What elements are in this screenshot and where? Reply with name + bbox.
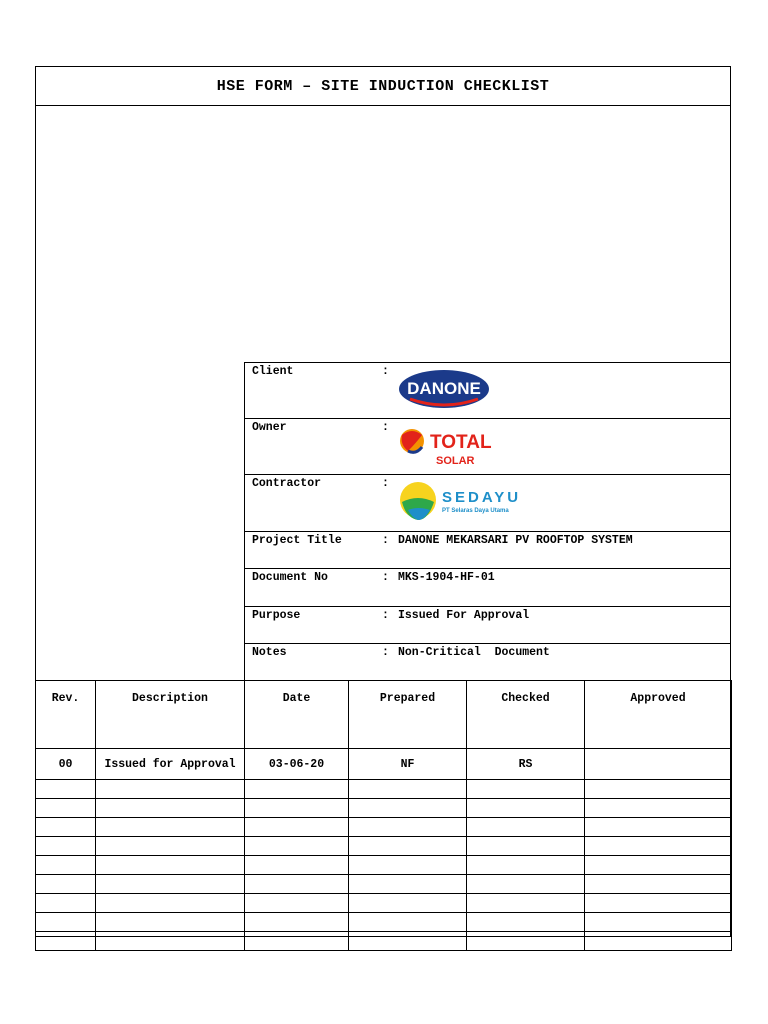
cell-description [96, 856, 245, 875]
table-row [36, 818, 732, 837]
cell-approved [585, 932, 732, 951]
table-row [36, 875, 732, 894]
cell-description [96, 837, 245, 856]
table-row [36, 932, 732, 951]
cell-description [96, 818, 245, 837]
document-no-value: MKS-1904-HF-01 [398, 571, 495, 584]
cell-approved [585, 780, 732, 799]
cell-prepared [349, 913, 467, 932]
cell-rev [36, 780, 96, 799]
cell-prepared: NF [349, 749, 467, 780]
cell-prepared [349, 780, 467, 799]
project-title-label: Project Title [245, 532, 383, 569]
colon: : [382, 421, 389, 434]
table-row [36, 913, 732, 932]
cell-rev [36, 932, 96, 951]
colon: : [382, 365, 389, 378]
cell-rev [36, 799, 96, 818]
contractor-label: Contractor [245, 475, 383, 532]
cell-checked [467, 799, 585, 818]
cell-prepared [349, 856, 467, 875]
table-row [36, 799, 732, 818]
project-info-table [244, 362, 731, 681]
cell-approved [585, 856, 732, 875]
header-prepared: Prepared [349, 681, 467, 749]
cell-description [96, 894, 245, 913]
cell-approved [585, 799, 732, 818]
revision-table [35, 680, 732, 951]
document-no-label: Document No [245, 569, 383, 607]
cell-rev: 00 [36, 749, 96, 780]
cell-prepared [349, 799, 467, 818]
table-row [36, 856, 732, 875]
cell-description [96, 913, 245, 932]
header-checked: Checked [467, 681, 585, 749]
sedayu-logo-icon [398, 480, 528, 524]
cell-checked [467, 818, 585, 837]
cell-checked [467, 932, 585, 951]
total-logo-text: TOTAL [430, 432, 492, 453]
cell-checked [467, 913, 585, 932]
notes-value: Non-Critical Document [398, 646, 550, 659]
cell-date [245, 856, 349, 875]
cell-date [245, 932, 349, 951]
cell-prepared [349, 837, 467, 856]
cell-rev [36, 837, 96, 856]
cell-checked: RS [467, 749, 585, 780]
header-date: Date [245, 681, 349, 749]
danone-logo-text: DANONE [407, 379, 481, 398]
purpose-label: Purpose [245, 607, 383, 644]
cell-rev [36, 894, 96, 913]
cell-rev [36, 875, 96, 894]
cell-date [245, 818, 349, 837]
cell-prepared [349, 932, 467, 951]
cell-approved [585, 875, 732, 894]
cell-approved [585, 818, 732, 837]
cell-date [245, 894, 349, 913]
cell-checked [467, 837, 585, 856]
cell-checked [467, 875, 585, 894]
total-solar-logo-icon [398, 425, 518, 469]
cell-date [245, 799, 349, 818]
cell-checked [467, 856, 585, 875]
cell-description: Issued for Approval [96, 749, 245, 780]
cell-description [96, 875, 245, 894]
danone-logo-icon [398, 369, 490, 409]
sedayu-logo-text: SEDAYU [442, 489, 522, 506]
cell-rev [36, 913, 96, 932]
cell-approved [585, 837, 732, 856]
colon: : [382, 534, 389, 547]
table-row [36, 749, 732, 780]
cell-rev [36, 856, 96, 875]
cell-prepared [349, 818, 467, 837]
cell-checked [467, 894, 585, 913]
client-label: Client [245, 363, 383, 419]
cell-description [96, 799, 245, 818]
notes-label: Notes [245, 644, 383, 681]
colon: : [382, 646, 389, 659]
colon: : [382, 477, 389, 490]
cell-checked [467, 780, 585, 799]
header-description: Description [96, 681, 245, 749]
cell-prepared [349, 875, 467, 894]
header-approved: Approved [585, 681, 732, 749]
cell-description [96, 932, 245, 951]
sedayu-subtitle-text: PT Selaras Daya Utama [442, 508, 509, 514]
cell-approved [585, 894, 732, 913]
cell-date [245, 837, 349, 856]
cell-date: 03-06-20 [245, 749, 349, 780]
cell-description [96, 780, 245, 799]
cell-approved [585, 913, 732, 932]
solar-logo-text: SOLAR [436, 455, 475, 467]
purpose-value: Issued For Approval [398, 609, 530, 622]
cell-date [245, 780, 349, 799]
colon: : [382, 571, 389, 584]
table-row [36, 780, 732, 799]
cell-approved [585, 749, 732, 780]
table-row [36, 837, 732, 856]
colon: : [382, 609, 389, 622]
project-title-value: DANONE MEKARSARI PV ROOFTOP SYSTEM [398, 534, 633, 547]
form-title: HSE FORM – SITE INDUCTION CHECKLIST [35, 66, 731, 106]
header-rev: Rev. [36, 681, 96, 749]
cell-date [245, 913, 349, 932]
cell-prepared [349, 894, 467, 913]
cell-rev [36, 818, 96, 837]
cell-date [245, 875, 349, 894]
owner-label: Owner [245, 419, 383, 475]
table-row [36, 894, 732, 913]
